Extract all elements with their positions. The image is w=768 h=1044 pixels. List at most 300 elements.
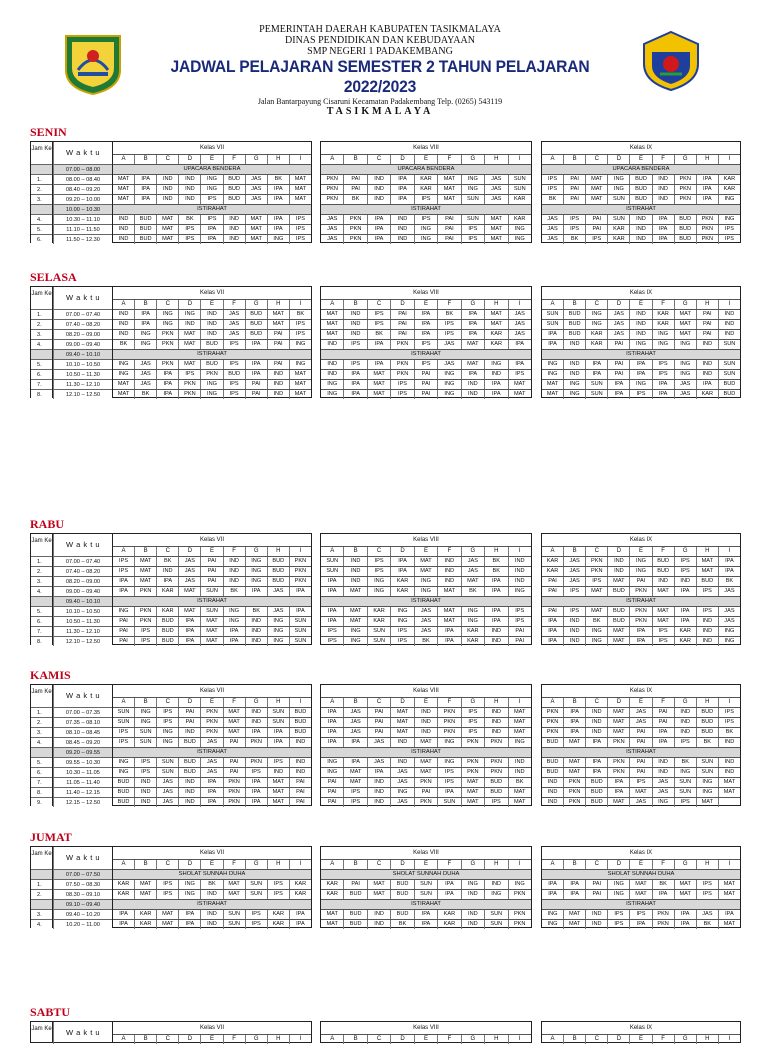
subject-cell: ING: [585, 627, 607, 636]
column-letter: F: [652, 698, 674, 707]
column-letter: A: [121, 1036, 126, 1042]
subject-cell: IPA: [245, 587, 267, 596]
subject-cell: IPA: [327, 578, 337, 584]
column-letter: D: [607, 300, 629, 309]
subject-cell: PKN: [343, 225, 366, 234]
subject-cell: IND: [118, 331, 129, 337]
waktu-column: [52, 286, 112, 398]
special-activity: ISTIRAHAT: [197, 598, 227, 604]
subject-cell: PAI: [343, 175, 366, 184]
subject-cell: IPA: [696, 175, 718, 184]
subject-cell: IND: [223, 215, 245, 224]
jam-cell: 6.: [31, 767, 52, 777]
subject-cell: IPS: [245, 768, 267, 777]
subject-cell: IPA: [548, 891, 557, 897]
subject-cell: SUN: [326, 558, 339, 564]
subject-cell: ING: [437, 738, 460, 747]
subject-cell: IND: [223, 577, 245, 586]
column-letter: B: [563, 860, 585, 869]
subject-cell: PAI: [437, 235, 460, 244]
subject-cell: PAI: [548, 588, 557, 594]
column-letters: [542, 697, 740, 707]
subject-cell: IND: [414, 708, 437, 717]
waktu-cell: 09.40 – 10.20: [53, 909, 112, 919]
column-letter: A: [330, 548, 335, 554]
waktu-cell: 12.10 – 12.50: [53, 636, 112, 646]
tasikmalaya-regency-logo: [60, 30, 126, 96]
class-table-kelas9: [541, 1021, 741, 1043]
subject-cell: IPA: [134, 195, 156, 204]
subject-cell: BK: [390, 920, 413, 929]
subject-cell: IPA: [367, 360, 390, 369]
jam-cell: 6.: [31, 234, 52, 244]
subject-cell: MAT: [223, 728, 245, 737]
subject-cell: KAR: [326, 891, 338, 897]
subject-cell: BK: [484, 567, 507, 576]
subject-cell: IPS: [134, 768, 156, 777]
subject-cell: IND: [267, 390, 289, 399]
column-letters: [542, 546, 740, 556]
subject-cell: IPA: [563, 728, 585, 737]
schedule-row: [321, 787, 531, 797]
column-letter: B: [343, 1035, 366, 1044]
subject-cell: JAS: [267, 607, 289, 616]
schedule-row: [542, 369, 740, 379]
subject-cell: IPA: [674, 587, 696, 596]
column-letter: H: [696, 547, 718, 556]
subject-cell: IPS: [585, 577, 607, 586]
subject-cell: JAS: [245, 175, 267, 184]
day-label: KAMIS: [30, 668, 71, 682]
subject-cell: PKN: [223, 798, 245, 807]
subject-cell: ING: [508, 880, 531, 889]
schedule-row: [542, 556, 740, 566]
column-letters: [542, 299, 740, 309]
subject-cell: ING: [414, 587, 437, 596]
subject-cell: BK: [267, 175, 289, 184]
schedule-row: [113, 224, 311, 234]
subject-cell: MAT: [156, 235, 178, 244]
subject-cell: MAT: [117, 186, 130, 192]
subject-cell: JAS: [547, 226, 558, 232]
subject-cell: IND: [367, 175, 390, 184]
subject-cell: PAI: [200, 557, 222, 566]
subject-cell: IPS: [674, 738, 696, 747]
subject-cell: PKN: [223, 788, 245, 797]
subject-cell: IND: [563, 627, 585, 636]
subject-cell: IPA: [327, 709, 337, 715]
schedule-row: [542, 707, 740, 717]
subject-cell: IPS: [718, 235, 740, 244]
schedule-row: [113, 797, 311, 807]
subject-cell: IND: [585, 910, 607, 919]
special-activity: ISTIRAHAT: [411, 901, 441, 907]
subject-cell: IPA: [134, 320, 156, 329]
subject-cell: IPA: [652, 390, 674, 399]
subject-cell: IPS: [245, 920, 267, 929]
subject-cell: MAT: [674, 310, 696, 319]
subject-cell: PAI: [245, 380, 267, 389]
subject-cell: IPS: [289, 215, 311, 224]
subject-cell: BK: [548, 196, 557, 202]
subject-cell: IPA: [390, 185, 413, 194]
subject-cell: PAI: [508, 627, 531, 636]
subject-cell: BUD: [343, 920, 366, 929]
schedule-row: [113, 329, 311, 339]
column-letter: D: [178, 698, 200, 707]
column-letter: H: [267, 547, 289, 556]
subject-cell: IND: [343, 320, 366, 329]
subject-cell: MAT: [437, 587, 460, 596]
jam-cell: 8.: [31, 787, 52, 797]
kelas-header: Kelas VII: [199, 850, 224, 856]
column-letter: B: [343, 698, 366, 707]
subject-cell: IPA: [484, 587, 507, 596]
column-letter: I: [718, 300, 740, 309]
column-letter: D: [390, 1035, 413, 1044]
subject-cell: PAI: [327, 779, 337, 785]
subject-cell: SUN: [414, 890, 437, 899]
schedule-row: [542, 319, 740, 329]
column-letter: G: [674, 300, 696, 309]
subject-cell: JAS: [223, 330, 245, 339]
schedule-row: [113, 319, 311, 329]
subject-cell: IPA: [134, 310, 156, 319]
subject-cell: BK: [563, 235, 585, 244]
column-letter: F: [437, 698, 460, 707]
schedule-row: [113, 616, 311, 626]
subject-cell: BUD: [563, 330, 585, 339]
jam-cell: [31, 899, 52, 909]
subject-cell: JAS: [674, 380, 696, 389]
subject-cell: BUD: [223, 195, 245, 204]
column-letter: D: [178, 547, 200, 556]
column-letter: B: [134, 300, 156, 309]
subject-cell: MAT: [289, 175, 311, 184]
subject-cell: JAS: [223, 320, 245, 329]
waktu-cell: 07.00 – 08.00: [53, 164, 112, 174]
column-letters: [113, 154, 311, 164]
subject-cell: IPA: [548, 881, 557, 887]
subject-cell: IND: [223, 557, 245, 566]
subject-cell: PAI: [367, 708, 390, 717]
subject-cell: BUD: [117, 799, 130, 805]
column-letter: G: [245, 1035, 267, 1044]
column-letter: C: [367, 1035, 390, 1044]
column-letter: A: [121, 548, 126, 554]
schedule-row: [113, 214, 311, 224]
subject-cell: IPS: [437, 778, 460, 787]
subject-cell: MAT: [117, 176, 130, 182]
subject-cell: ING: [390, 788, 413, 797]
subject-cell: PKN: [134, 607, 156, 616]
subject-cell: IPA: [461, 320, 484, 329]
subject-cell: SUN: [289, 637, 311, 646]
subject-cell: IPS: [119, 729, 129, 735]
subject-cell: BK: [119, 341, 128, 347]
subject-cell: IND: [484, 718, 507, 727]
subject-cell: BUD: [289, 708, 311, 717]
column-letter: H: [696, 300, 718, 309]
subject-cell: PAI: [607, 360, 629, 369]
jam-cell: 4.: [31, 586, 52, 596]
subject-cell: IND: [718, 758, 740, 767]
subject-cell: ING: [437, 370, 460, 379]
subject-cell: SUN: [117, 719, 130, 725]
subject-cell: PKN: [134, 587, 156, 596]
subject-cell: ING: [414, 235, 437, 244]
subject-cell: IND: [585, 920, 607, 929]
class-table-kelas9: [541, 846, 741, 928]
subject-cell: ING: [629, 380, 651, 389]
subject-cell: SUN: [156, 768, 178, 777]
waktu-cell: 09.20 – 10.00: [53, 194, 112, 204]
column-letter: D: [607, 547, 629, 556]
jam-cell: [31, 869, 52, 879]
subject-cell: IPA: [327, 588, 337, 594]
special-activity: UPACARA BENDERA: [612, 166, 670, 172]
subject-cell: IPA: [343, 380, 366, 389]
subject-cell: IPS: [156, 880, 178, 889]
subject-cell: JAS: [484, 195, 507, 204]
subject-cell: ING: [178, 890, 200, 899]
subject-cell: BUD: [134, 215, 156, 224]
subject-cell: ING: [178, 310, 200, 319]
subject-cell: BUD: [156, 617, 178, 626]
column-letter: F: [223, 155, 245, 164]
special-activity: ISTIRAHAT: [197, 749, 227, 755]
waktu-cell: 09.10 – 09.40: [53, 899, 112, 909]
subject-cell: IPS: [437, 330, 460, 339]
subject-cell: KAR: [289, 880, 311, 889]
subject-cell: PAI: [245, 390, 267, 399]
subject-cell: MAT: [696, 557, 718, 566]
subject-cell: KAR: [585, 330, 607, 339]
subject-cell: IND: [563, 637, 585, 646]
subject-cell: PAI: [327, 789, 337, 795]
column-letter: B: [343, 300, 366, 309]
column-letter: C: [367, 698, 390, 707]
subject-cell: IPA: [119, 588, 128, 594]
subject-cell: JAS: [327, 226, 338, 232]
subject-cell: IPS: [119, 739, 129, 745]
subject-cell: IPS: [390, 380, 413, 389]
subject-cell: ING: [414, 577, 437, 586]
column-letter: G: [674, 155, 696, 164]
subject-cell: IND: [390, 758, 413, 767]
subject-cell: BUD: [134, 235, 156, 244]
subject-cell: BUD: [390, 890, 413, 899]
subject-cell: ING: [390, 607, 413, 616]
subject-cell: IPS: [607, 910, 629, 919]
subject-cell: ING: [414, 225, 437, 234]
schedule-row: [113, 919, 311, 929]
subject-cell: BUD: [343, 890, 366, 899]
subject-cell: MAT: [178, 607, 200, 616]
class-table-kelas8: [320, 141, 532, 243]
subject-cell: IPA: [548, 628, 557, 634]
subject-cell: IPA: [156, 370, 178, 379]
waktu-cell: 11.30 – 12.10: [53, 626, 112, 636]
subject-cell: ING: [200, 175, 222, 184]
subject-cell: SUN: [437, 798, 460, 807]
subject-cell: IND: [223, 235, 245, 244]
subject-cell: BUD: [223, 370, 245, 379]
subject-cell: IPA: [674, 910, 696, 919]
subject-cell: IND: [134, 778, 156, 787]
subject-cell: IPS: [461, 728, 484, 737]
schedule-row: [542, 359, 740, 369]
subject-cell: IPA: [585, 768, 607, 777]
subject-cell: ING: [585, 310, 607, 319]
subject-cell: IND: [327, 361, 338, 367]
column-letter: H: [484, 155, 507, 164]
subject-cell: PAI: [652, 718, 674, 727]
subject-cell: ING: [343, 627, 366, 636]
column-letter: F: [223, 1035, 245, 1044]
subject-cell: MAT: [652, 587, 674, 596]
schedule-row: [321, 767, 531, 777]
subject-cell: MAT: [367, 390, 390, 399]
column-letters: [113, 546, 311, 556]
waktu-column: [52, 684, 112, 806]
subject-cell: MAT: [289, 390, 311, 399]
jam-column: [30, 533, 52, 645]
subject-cell: ING: [674, 360, 696, 369]
subject-cell: MAT: [563, 920, 585, 929]
schedule-row: [113, 707, 311, 717]
subject-cell: PKN: [156, 330, 178, 339]
subject-cell: BK: [484, 557, 507, 566]
subject-cell: KAR: [461, 637, 484, 646]
subject-cell: IPS: [134, 637, 156, 646]
column-letter: I: [289, 155, 311, 164]
jam-cell: 4.: [31, 919, 52, 929]
subject-cell: JAS: [508, 320, 531, 329]
subject-cell: ING: [718, 215, 740, 224]
subject-cell: ING: [652, 340, 674, 349]
subject-cell: MAT: [563, 738, 585, 747]
subject-cell: PKN: [326, 176, 338, 182]
subject-cell: BK: [414, 637, 437, 646]
subject-cell: IND: [629, 310, 651, 319]
subject-cell: PAI: [585, 880, 607, 889]
column-letter: G: [245, 155, 267, 164]
subject-cell: IPS: [652, 627, 674, 636]
waktu-cell: 10.30 – 11.10: [53, 214, 112, 224]
subject-cell: SUN: [289, 617, 311, 626]
subject-cell: IPA: [652, 728, 674, 737]
subject-cell: JAS: [629, 798, 651, 807]
schedule-row: [321, 757, 531, 767]
subject-cell: IND: [547, 799, 558, 805]
subject-cell: IPS: [289, 225, 311, 234]
subject-cell: MAT: [652, 617, 674, 626]
subject-cell: ING: [156, 310, 178, 319]
column-letters: [321, 697, 531, 707]
subject-cell: PKN: [674, 195, 696, 204]
subject-cell: MAT: [289, 370, 311, 379]
column-letter: F: [437, 155, 460, 164]
subject-cell: KAR: [267, 920, 289, 929]
document-title: JADWAL PELAJARAN SEMESTER 2 TAHUN PELAJARAN 2022/2023: [170, 57, 590, 96]
subject-cell: IPS: [629, 910, 651, 919]
column-letter: C: [156, 547, 178, 556]
subject-cell: BK: [156, 557, 178, 566]
subject-cell: PAI: [289, 788, 311, 797]
subject-cell: IPA: [390, 195, 413, 204]
subject-cell: PKN: [546, 719, 559, 725]
subject-cell: IND: [156, 185, 178, 194]
column-letter: G: [674, 698, 696, 707]
subject-cell: IND: [652, 195, 674, 204]
schedule-row: [542, 909, 740, 919]
column-letter: G: [461, 698, 484, 707]
kelas-header: Kelas IX: [629, 1025, 653, 1031]
subject-cell: IPS: [548, 186, 558, 192]
subject-cell: IND: [245, 617, 267, 626]
subject-cell: IND: [414, 728, 437, 737]
column-letter: A: [330, 301, 335, 307]
subject-cell: MAT: [343, 607, 366, 616]
subject-cell: BUD: [696, 708, 718, 717]
column-letter: B: [563, 155, 585, 164]
subject-cell: IPS: [548, 176, 558, 182]
schedule-row: [113, 339, 311, 349]
schedule-row: [542, 379, 740, 389]
school-address: Jalan Bantarpayung Cisaruni Kecamatan Padakembang Telp. (0265) 543119: [257, 97, 503, 106]
schedule-row: [321, 606, 531, 616]
subject-cell: IND: [367, 778, 390, 787]
jam-cell: 5.: [31, 224, 52, 234]
subject-cell: IPA: [585, 360, 607, 369]
waktu-cell: 11.40 – 12.15: [53, 787, 112, 797]
subject-cell: BK: [343, 195, 366, 204]
subject-cell: IND: [245, 718, 267, 727]
class-table-kelas7: [112, 533, 312, 645]
subject-cell: BUD: [546, 769, 559, 775]
subject-cell: IPA: [267, 225, 289, 234]
subject-cell: IPS: [437, 320, 460, 329]
waktu-cell: 10.10 – 10.50: [53, 606, 112, 616]
subject-cell: KAR: [134, 910, 156, 919]
waktu-header: W a k t u: [53, 534, 112, 556]
subject-cell: IPA: [200, 798, 222, 807]
subject-cell: JAS: [178, 577, 200, 586]
subject-cell: JAS: [437, 340, 460, 349]
subject-cell: IPA: [119, 911, 128, 917]
subject-cell: IND: [178, 175, 200, 184]
subject-cell: MAT: [223, 708, 245, 717]
subject-cell: JAS: [390, 798, 413, 807]
waktu-cell: 11.30 – 12.10: [53, 379, 112, 389]
subject-cell: ING: [696, 788, 718, 797]
subject-cell: ING: [327, 391, 338, 397]
subject-cell: JAS: [414, 627, 437, 636]
subject-cell: KAR: [414, 175, 437, 184]
subject-cell: PKN: [343, 215, 366, 224]
waktu-column: [52, 533, 112, 645]
subject-cell: KAR: [437, 910, 460, 919]
waktu-cell: 09.00 – 09.40: [53, 339, 112, 349]
schedule-row: [542, 339, 740, 349]
jam-cell: 1.: [31, 707, 52, 717]
subject-cell: MAT: [718, 788, 740, 797]
day-label: SELASA: [30, 270, 77, 284]
subject-cell: PAI: [223, 768, 245, 777]
subject-cell: BUD: [629, 185, 651, 194]
column-letter: E: [629, 698, 651, 707]
